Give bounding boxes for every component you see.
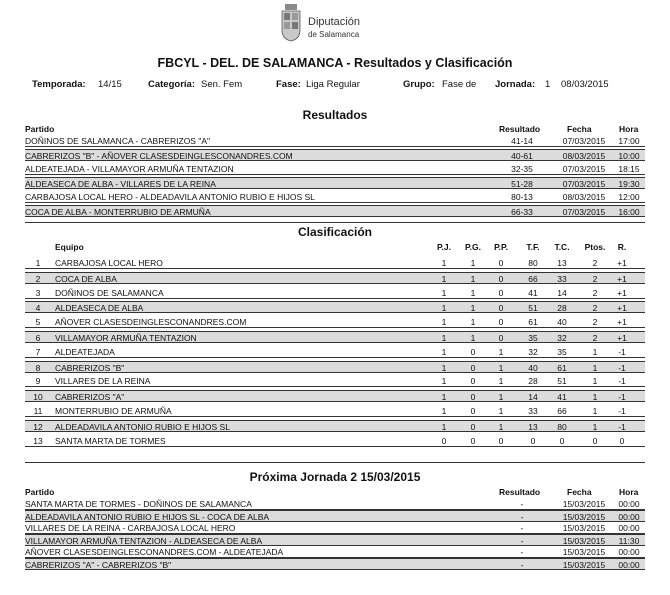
ptos-cell: 2 — [592, 303, 598, 314]
proxima-table — [25, 487, 645, 587]
resultado-cell: - — [520, 523, 524, 533]
resultados-title: Resultados — [302, 108, 368, 122]
col-partido: Partido — [25, 124, 55, 134]
logo-line1: Diputación — [308, 16, 360, 28]
col-pp: P.P. — [494, 242, 508, 252]
pj-cell: 1 — [441, 421, 447, 432]
pj-cell: 1 — [441, 258, 447, 268]
table-row — [25, 405, 645, 417]
partido-cell: SANTA MARTA DE TORMES - DOÑINOS DE SALAMANCA — [25, 499, 252, 509]
r-cell: 0 — [619, 435, 625, 446]
table-row — [25, 177, 645, 189]
tf-cell: 51 — [528, 303, 538, 314]
temporada-value: 14/15 — [98, 79, 122, 90]
fecha-cell: 07/03/2015 — [562, 179, 606, 189]
clasificacion-title: Clasificación — [297, 225, 373, 239]
pj-cell: 1 — [441, 303, 447, 314]
tf-cell: 33 — [528, 406, 538, 416]
equipo-cell: DOÑINOS DE SALAMANCA — [55, 287, 164, 298]
position-cell: 5 — [35, 317, 41, 328]
partido-cell: ALDEASECA DE ALBA - VILLARES DE LA REINA — [25, 179, 216, 189]
position-cell: 2 — [35, 273, 41, 284]
fecha-cell: 15/03/2015 — [562, 536, 606, 546]
partido-cell: CABRERIZOS "B" - AÑOVER CLASESDEINGLESCONANDRES.COM — [25, 151, 293, 161]
equipo-cell: SANTA MARTA DE TORMES — [55, 435, 166, 446]
col-equipo: Equipo — [55, 242, 84, 252]
pj-cell: 1 — [441, 333, 447, 343]
pj-cell: 1 — [441, 392, 447, 403]
fecha-cell: 15/03/2015 — [562, 547, 606, 557]
ptos-cell: 0 — [592, 435, 598, 446]
r-cell: +1 — [617, 258, 627, 268]
logo-line2: de Salamanca — [308, 30, 360, 39]
pg-cell: 0 — [470, 376, 476, 387]
pg-cell: 0 — [470, 421, 476, 432]
tf-cell: 61 — [528, 317, 538, 328]
resultado-cell: 66-33 — [511, 207, 533, 217]
grupo-value: Fase de — [442, 79, 477, 90]
resultado-cell: 40-61 — [511, 151, 533, 161]
tf-cell: 32 — [528, 346, 538, 357]
table-row — [25, 558, 645, 570]
hora-cell: 00:00 — [618, 560, 640, 570]
partido-cell: COCA DE ALBA - MONTERRUBIO DE ARMUÑA — [25, 207, 211, 217]
equipo-cell: ALDEATEJADA — [55, 346, 115, 357]
pp-cell: 1 — [498, 376, 504, 387]
col-resultado: Resultado — [499, 487, 541, 497]
pg-cell: 0 — [470, 362, 476, 373]
pp-cell: 1 — [498, 362, 504, 373]
pj-cell: 1 — [441, 273, 447, 284]
resultado-cell: - — [520, 512, 524, 522]
fecha-cell: 15/03/2015 — [562, 560, 606, 570]
tf-cell: 14 — [528, 392, 538, 403]
fecha-cell: 07/03/2015 — [562, 164, 606, 174]
clasificacion-table — [25, 242, 645, 452]
pp-cell: 0 — [498, 435, 504, 446]
hora-cell: 10:00 — [618, 151, 640, 161]
resultados-table — [25, 124, 645, 220]
tc-cell: 32 — [557, 333, 567, 343]
table-row — [25, 272, 645, 284]
hora-cell: 00:00 — [618, 512, 640, 522]
resultado-cell: - — [520, 536, 524, 546]
col-pg: P.G. — [465, 242, 481, 252]
partido-cell: AÑOVER CLASESDEINGLESCONANDRES.COM - ALDEATEJADA — [25, 547, 284, 557]
pp-cell: 0 — [498, 317, 504, 328]
col-fecha: Fecha — [567, 124, 592, 134]
tc-cell: 80 — [557, 421, 567, 432]
grupo-label: Grupo: — [403, 79, 435, 90]
tf-cell: 40 — [528, 362, 538, 373]
r-cell: -1 — [618, 346, 626, 357]
table-row — [25, 435, 645, 447]
tc-cell: 28 — [557, 303, 567, 314]
fecha-cell: 15/03/2015 — [562, 512, 606, 522]
table-row — [25, 375, 645, 387]
table-row — [25, 316, 645, 328]
page-title: FBCYL - DEL. DE SALAMANCA - Resultados y Clasificación — [157, 56, 513, 70]
proxima-title: Próxima Jornada 2 15/03/2015 — [249, 470, 421, 484]
resultado-cell: 51-28 — [511, 179, 533, 189]
coat-of-arms-icon — [280, 4, 302, 42]
table-row — [25, 390, 645, 402]
equipo-cell: CABRERIZOS "B" — [55, 362, 125, 373]
col-fecha: Fecha — [567, 487, 592, 497]
tc-cell: 41 — [557, 392, 567, 403]
r-cell: -1 — [618, 421, 626, 432]
tf-cell: 28 — [528, 376, 538, 387]
fase-label: Fase: — [276, 79, 301, 90]
pj-cell: 1 — [441, 362, 447, 373]
position-cell: 6 — [35, 333, 41, 343]
table-row — [25, 534, 645, 546]
table-row — [25, 191, 645, 203]
table-row — [25, 149, 645, 161]
table-row — [25, 420, 645, 432]
r-cell: -1 — [618, 392, 626, 403]
tc-cell: 40 — [557, 317, 567, 328]
categoria-label: Categoría: — [148, 79, 195, 90]
ptos-cell: 2 — [592, 258, 598, 268]
resultado-cell: - — [520, 547, 524, 557]
table-row — [25, 331, 645, 343]
pj-cell: 1 — [441, 376, 447, 387]
hora-cell: 19:30 — [618, 179, 640, 189]
fecha-cell: 07/03/2015 — [562, 207, 606, 217]
hora-cell: 00:00 — [618, 523, 640, 533]
position-cell: 11 — [33, 406, 43, 416]
partido-cell: ALDEATEJADA - VILLAMAYOR ARMUÑA TENTAZION — [25, 164, 234, 174]
position-cell: 1 — [35, 258, 41, 268]
table-row — [25, 346, 645, 358]
pg-cell: 1 — [470, 317, 476, 328]
equipo-cell: COCA DE ALBA — [55, 273, 117, 284]
partido-cell: VILLAMAYOR ARMUÑA TENTAZION - ALDEASECA DE ALBA — [25, 536, 263, 546]
position-cell: 3 — [35, 287, 41, 298]
partido-cell: DOÑINOS DE SALAMANCA - CABRERIZOS "A" — [25, 136, 211, 146]
hora-cell: 12:00 — [618, 192, 640, 202]
table-row — [25, 301, 645, 313]
pg-cell: 1 — [470, 273, 476, 284]
pp-cell: 1 — [498, 346, 504, 357]
col-partido: Partido — [25, 487, 55, 497]
tf-cell: 41 — [528, 287, 538, 298]
col-ptos: Ptos. — [584, 242, 606, 252]
pj-cell: 0 — [441, 435, 447, 446]
col-tf: T.F. — [526, 242, 540, 252]
jornada-value: 1 — [545, 79, 551, 90]
fecha-cell: 15/03/2015 — [562, 523, 606, 533]
resultado-cell: 41-14 — [511, 136, 533, 146]
tc-cell: 13 — [557, 258, 567, 268]
ptos-cell: 1 — [592, 346, 598, 357]
r-cell: -1 — [618, 362, 626, 373]
col-resultado: Resultado — [499, 124, 541, 134]
separator — [25, 462, 645, 463]
tf-cell: 35 — [528, 333, 538, 343]
r-cell: +1 — [617, 317, 627, 328]
pj-cell: 1 — [441, 287, 447, 298]
pp-cell: 0 — [498, 273, 504, 284]
partido-cell: VILLARES DE LA REINA - CARBAJOSA LOCAL HERO — [25, 523, 236, 533]
tf-cell: 80 — [528, 258, 538, 268]
separator — [25, 222, 645, 223]
table-row — [25, 257, 645, 269]
tc-cell: 61 — [557, 362, 567, 373]
col-tc: T.C. — [554, 242, 570, 252]
pj-cell: 1 — [441, 317, 447, 328]
position-cell: 9 — [35, 376, 41, 387]
r-cell: -1 — [618, 406, 626, 416]
position-cell: 10 — [33, 392, 43, 403]
resultado-cell: - — [520, 499, 524, 509]
pg-cell: 0 — [470, 346, 476, 357]
ptos-cell: 1 — [592, 376, 598, 387]
pp-cell: 0 — [498, 333, 504, 343]
pg-cell: 1 — [470, 333, 476, 343]
temporada-label: Temporada: — [32, 79, 86, 90]
tc-cell: 51 — [557, 376, 567, 387]
hora-cell: 17:00 — [618, 136, 640, 146]
col-r: R. — [617, 242, 627, 252]
ptos-cell: 2 — [592, 287, 598, 298]
pg-cell: 1 — [470, 287, 476, 298]
ptos-cell: 1 — [592, 362, 598, 373]
table-row — [25, 163, 645, 175]
tc-cell: 14 — [557, 287, 567, 298]
partido-cell: ALDEADAVILA ANTONIO RUBIO E HIJOS SL - COCA DE ALBA — [25, 512, 270, 522]
r-cell: +1 — [617, 273, 627, 284]
jornada-date: 08/03/2015 — [561, 79, 609, 90]
partido-cell: CARBAJOSA LOCAL HERO - ALDEADAVILA ANTONIO RUBIO E HIJOS SL — [25, 192, 315, 202]
table-row — [25, 205, 645, 217]
pp-cell: 1 — [498, 406, 504, 416]
ptos-cell: 1 — [592, 406, 598, 416]
hora-cell: 00:00 — [618, 499, 640, 509]
r-cell: +1 — [617, 287, 627, 298]
col-pj: P.J. — [436, 242, 452, 252]
position-cell: 13 — [33, 435, 43, 446]
ptos-cell: 2 — [592, 273, 598, 284]
table-row — [25, 522, 645, 534]
hora-cell: 00:00 — [618, 547, 640, 557]
fase-value: Liga Regular — [306, 79, 360, 90]
table-row — [25, 510, 645, 522]
fecha-cell: 15/03/2015 — [562, 499, 606, 509]
equipo-cell: CARBAJOSA LOCAL HERO — [55, 258, 163, 268]
logo — [280, 4, 400, 48]
table-row — [25, 498, 645, 510]
position-cell: 8 — [35, 362, 41, 373]
table-row — [25, 546, 645, 558]
resultado-cell: - — [520, 560, 524, 570]
pj-cell: 1 — [441, 346, 447, 357]
table-row — [25, 135, 645, 147]
resultado-cell: 80-13 — [511, 192, 533, 202]
equipo-cell: VILLARES DE LA REINA — [55, 376, 151, 387]
resultado-cell: 32-35 — [511, 164, 533, 174]
fecha-cell: 08/03/2015 — [562, 192, 606, 202]
r-cell: -1 — [618, 376, 626, 387]
table-row — [25, 287, 645, 299]
ptos-cell: 1 — [592, 392, 598, 403]
equipo-cell: ALDEASECA DE ALBA — [55, 303, 144, 314]
position-cell: 7 — [35, 346, 41, 357]
equipo-cell: VILLAMAYOR ARMUÑA TENTAZION — [55, 333, 197, 343]
tc-cell: 35 — [557, 346, 567, 357]
fecha-cell: 07/03/2015 — [562, 136, 606, 146]
hora-cell: 18:15 — [618, 164, 640, 174]
pg-cell: 1 — [470, 258, 476, 268]
hora-cell: 16:00 — [618, 207, 640, 217]
pp-cell: 0 — [498, 303, 504, 314]
pg-cell: 1 — [470, 303, 476, 314]
position-cell: 4 — [35, 303, 41, 314]
r-cell: +1 — [617, 333, 627, 343]
tf-cell: 0 — [530, 435, 536, 446]
col-hora: Hora — [619, 124, 639, 134]
pg-cell: 0 — [470, 435, 476, 446]
pg-cell: 0 — [470, 406, 476, 416]
pp-cell: 0 — [498, 258, 504, 268]
ptos-cell: 1 — [592, 421, 598, 432]
jornada-label: Jornada: — [495, 79, 536, 90]
position-cell: 12 — [33, 421, 43, 432]
pj-cell: 1 — [441, 406, 447, 416]
equipo-cell: ALDEADAVILA ANTONIO RUBIO E HIJOS SL — [55, 421, 230, 432]
ptos-cell: 2 — [592, 317, 598, 328]
pp-cell: 0 — [498, 287, 504, 298]
pp-cell: 1 — [498, 421, 504, 432]
equipo-cell: CABRERIZOS "A" — [55, 392, 125, 403]
table-row — [25, 361, 645, 373]
pg-cell: 0 — [470, 392, 476, 403]
tf-cell: 13 — [528, 421, 538, 432]
hora-cell: 11:30 — [618, 536, 640, 546]
tf-cell: 66 — [528, 273, 538, 284]
pp-cell: 1 — [498, 392, 504, 403]
col-hora: Hora — [619, 487, 639, 497]
tc-cell: 0 — [559, 435, 565, 446]
equipo-cell: AÑOVER CLASESDEINGLESCONANDRES.COM — [55, 317, 247, 328]
equipo-cell: MONTERRUBIO DE ARMUÑA — [55, 406, 172, 416]
tc-cell: 66 — [557, 406, 567, 416]
categoria-value: Sen. Fem — [201, 79, 243, 90]
r-cell: +1 — [617, 303, 627, 314]
partido-cell: CABRERIZOS "A" - CABRERIZOS "B" — [25, 560, 172, 570]
tc-cell: 33 — [557, 273, 567, 284]
ptos-cell: 2 — [592, 333, 598, 343]
fecha-cell: 08/03/2015 — [562, 151, 606, 161]
